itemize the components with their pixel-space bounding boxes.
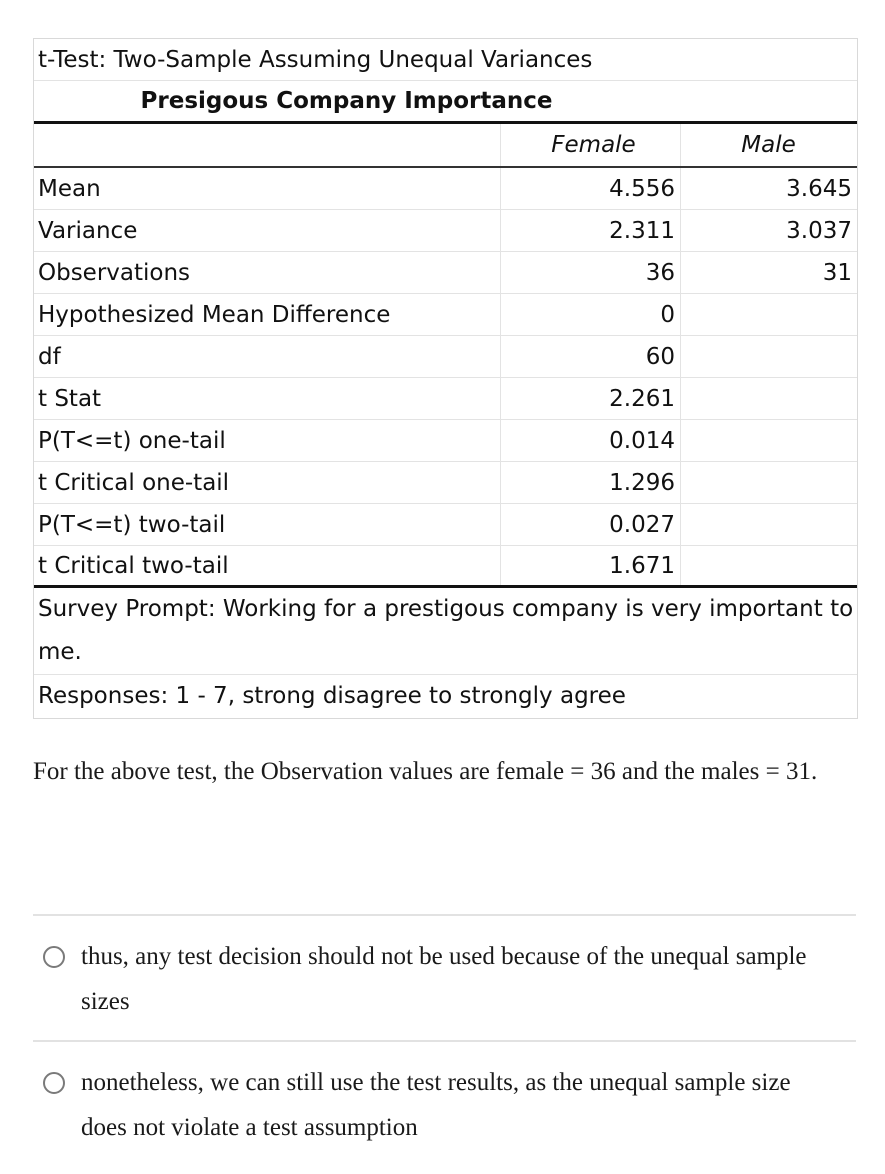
- male-value: 31: [822, 259, 852, 286]
- responses-note: Responses: 1 - 7, strong disagree to strongly agree: [38, 683, 626, 709]
- table-row-p-two-tail: [34, 504, 857, 546]
- row-label: t Stat: [34, 378, 501, 419]
- option-still-use-results[interactable]: [33, 1040, 856, 1166]
- option-label: nonetheless, we can still use the test results, as the unequal sample size does not violate a test assumption: [81, 1069, 791, 1141]
- male-value: [681, 504, 856, 545]
- table-header-row: [34, 124, 857, 168]
- female-value: 2.311: [501, 210, 681, 251]
- male-value: [681, 462, 856, 503]
- row-label: Observations: [34, 252, 501, 293]
- radio-button-icon[interactable]: [43, 1072, 65, 1094]
- row-label: df: [34, 336, 501, 377]
- header-label-cell: [34, 124, 501, 166]
- male-value: 3.645: [786, 175, 852, 202]
- table-row-variance: [34, 210, 857, 252]
- option-unequal-sizes-invalid[interactable]: [33, 914, 856, 1040]
- answer-options: [33, 914, 856, 1166]
- row-label: t Critical two-tail: [34, 546, 501, 585]
- table-subtitle: Presigous Company Importance: [140, 88, 553, 114]
- t-test-results-table: [33, 38, 858, 719]
- table-row-df: [34, 336, 857, 378]
- table-row-observations: [34, 252, 857, 294]
- table-title: t-Test: Two-Sample Assuming Unequal Variances: [38, 46, 593, 73]
- table-row-t-stat: [34, 378, 857, 420]
- female-value: 0: [501, 294, 681, 335]
- female-value: 60: [501, 336, 681, 377]
- header-female: Female: [501, 124, 681, 166]
- female-value: 0.014: [501, 420, 681, 461]
- survey-prompt-note: Survey Prompt: Working for a prestigous company is very important to me.: [34, 588, 857, 675]
- male-value: [681, 546, 856, 585]
- radio-button-icon[interactable]: [43, 946, 65, 968]
- male-value: 3.037: [786, 217, 852, 244]
- question-text: For the above test, the Observation values are female = 36 and the males = 31.: [33, 758, 818, 785]
- male-value: [681, 420, 856, 461]
- female-value: 1.671: [501, 546, 681, 585]
- table-row-p-one-tail: [34, 420, 857, 462]
- female-value: 1.296: [501, 462, 681, 503]
- table-subtitle-row: [34, 81, 857, 124]
- row-label: Variance: [34, 210, 501, 251]
- male-value: [681, 378, 856, 419]
- header-male: Male: [741, 132, 796, 158]
- table-row-mean: [34, 168, 857, 210]
- table-row-t-critical-one-tail: [34, 462, 857, 504]
- female-value: 36: [501, 252, 681, 293]
- male-value: [681, 336, 856, 377]
- female-value: 4.556: [501, 168, 681, 209]
- row-label: Mean: [34, 168, 501, 209]
- row-label: P(T<=t) one-tail: [34, 420, 501, 461]
- table-row-hypothesized-mean-difference: [34, 294, 857, 336]
- row-label: P(T<=t) two-tail: [34, 504, 501, 545]
- row-label: t Critical one-tail: [34, 462, 501, 503]
- table-row-t-critical-two-tail: [34, 546, 857, 588]
- female-value: 2.261: [501, 378, 681, 419]
- female-value: 0.027: [501, 504, 681, 545]
- row-label: Hypothesized Mean Difference: [34, 294, 501, 335]
- table-title-row: [34, 39, 857, 81]
- option-label: thus, any test decision should not be used because of the unequal sample sizes: [81, 943, 807, 1015]
- male-value: [681, 294, 856, 335]
